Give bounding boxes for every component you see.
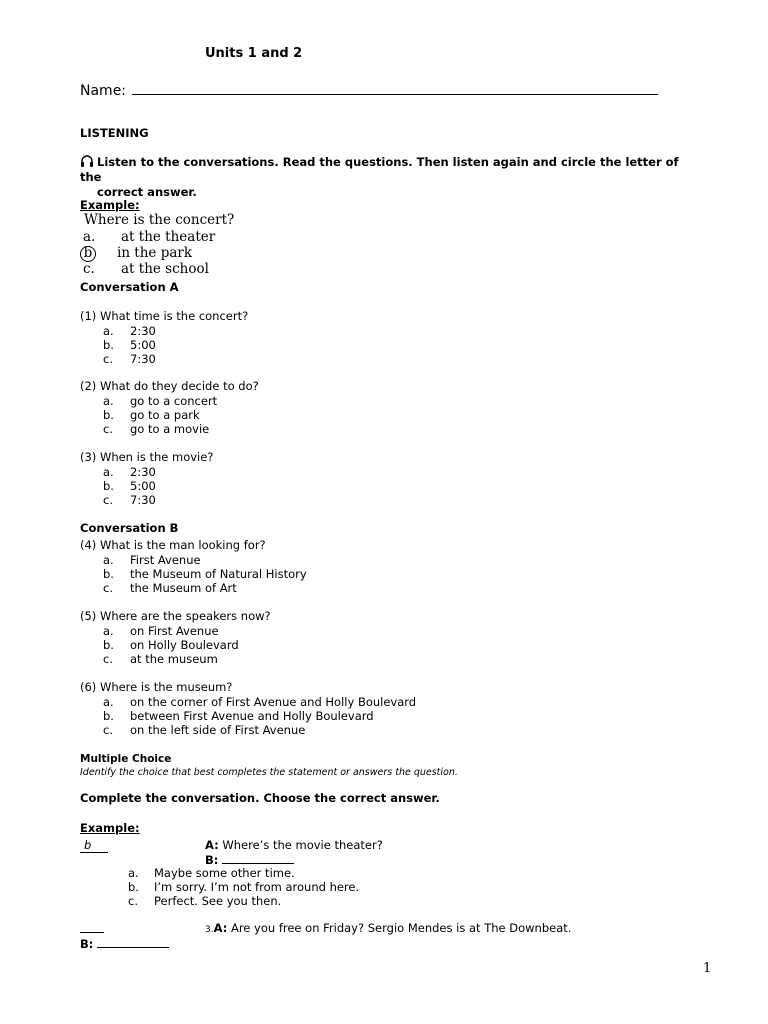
option-4c[interactable]: c. the Museum of Art (103, 581, 237, 595)
mc-example-label: Example: (80, 821, 140, 835)
listening-instructions (80, 155, 700, 200)
option-1c[interactable]: c. 7:30 (103, 352, 156, 366)
example-option-c: c. at the school (83, 261, 209, 277)
multiple-choice-subtitle: Identify the choice that best completes the statement or answers the question. (80, 767, 458, 778)
option-2a[interactable]: a. go to a concert (103, 394, 218, 408)
option-1a[interactable]: a. 2:30 (103, 324, 156, 338)
mc-example-option-a[interactable]: a. Maybe some other time. (128, 866, 295, 880)
q3-b-line: B: (80, 936, 169, 951)
option-5b[interactable]: b. on Holly Boulevard (103, 638, 239, 652)
option-5c[interactable]: c. at the museum (103, 652, 218, 666)
mc-example-a-line: A: Where’s the movie theater? (205, 838, 383, 852)
option-1b[interactable]: b. 5:00 (103, 338, 156, 352)
option-6b[interactable]: b. between First Avenue and Holly Boulevard (103, 709, 374, 723)
circled-answer-b: b (80, 246, 96, 262)
option-4b[interactable]: b. the Museum of Natural History (103, 567, 307, 581)
complete-conversation-instruction: Complete the conversation. Choose the correct answer. (80, 791, 440, 805)
question-5: (5) Where are the speakers now? (80, 609, 271, 623)
question-2: (2) What do they decide to do? (80, 379, 259, 393)
option-3a[interactable]: a. 2:30 (103, 465, 156, 479)
example-option-a: a. at the theater (83, 229, 216, 245)
option-4a[interactable]: a. First Avenue (103, 553, 201, 567)
page-number: 1 (703, 961, 712, 976)
question-4: (4) What is the man looking for? (80, 538, 266, 552)
instruction-line-2: correct answer. (97, 185, 197, 199)
q3-a-line: 3.A: Are you free on Friday? Sergio Mendes is at The Downbeat. (205, 921, 572, 935)
multiple-choice-heading: Multiple Choice (80, 753, 172, 765)
option-2c[interactable]: c. go to a movie (103, 422, 210, 436)
option-3b[interactable]: b. 5:00 (103, 479, 156, 493)
mc-example-answer-blank: b (80, 838, 108, 853)
option-5a[interactable]: a. on First Avenue (103, 624, 219, 638)
option-6a[interactable]: a. on the corner of First Avenue and Holly Boulevard (103, 695, 417, 709)
listening-heading: LISTENING (80, 126, 149, 140)
example-option-b: b in the park (83, 245, 192, 262)
name-label: Name: (80, 83, 127, 99)
option-2b[interactable]: b. go to a park (103, 408, 200, 422)
question-1: (1) What time is the concert? (80, 309, 249, 323)
question-6: (6) Where is the museum? (80, 680, 233, 694)
mc-example-option-c[interactable]: c. Perfect. See you then. (128, 894, 282, 908)
instruction-line-1: Listen to the conversations. Read the questions. Then listen again and circle the letter of the (80, 155, 679, 184)
example-label: Example: (80, 198, 140, 212)
option-6c[interactable]: c. on the left side of First Avenue (103, 723, 306, 737)
example-question: Where is the concert? (84, 212, 235, 228)
headphones-icon (80, 155, 94, 167)
q3-answer-blank[interactable] (80, 921, 104, 936)
mc-example-b-line: B: (205, 852, 294, 867)
option-3c[interactable]: c. 7:30 (103, 493, 156, 507)
conversation-a-heading: Conversation A (80, 280, 179, 294)
q3-b-blank[interactable] (97, 936, 169, 948)
page-title: Units 1 and 2 (205, 46, 303, 61)
question-3: (3) When is the movie? (80, 450, 214, 464)
name-field (80, 80, 658, 99)
name-blank-line[interactable] (132, 80, 658, 95)
conversation-b-heading: Conversation B (80, 521, 179, 535)
example-b-blank[interactable] (222, 852, 294, 864)
mc-example-option-b[interactable]: b. I’m sorry. I’m not from around here. (128, 880, 360, 894)
